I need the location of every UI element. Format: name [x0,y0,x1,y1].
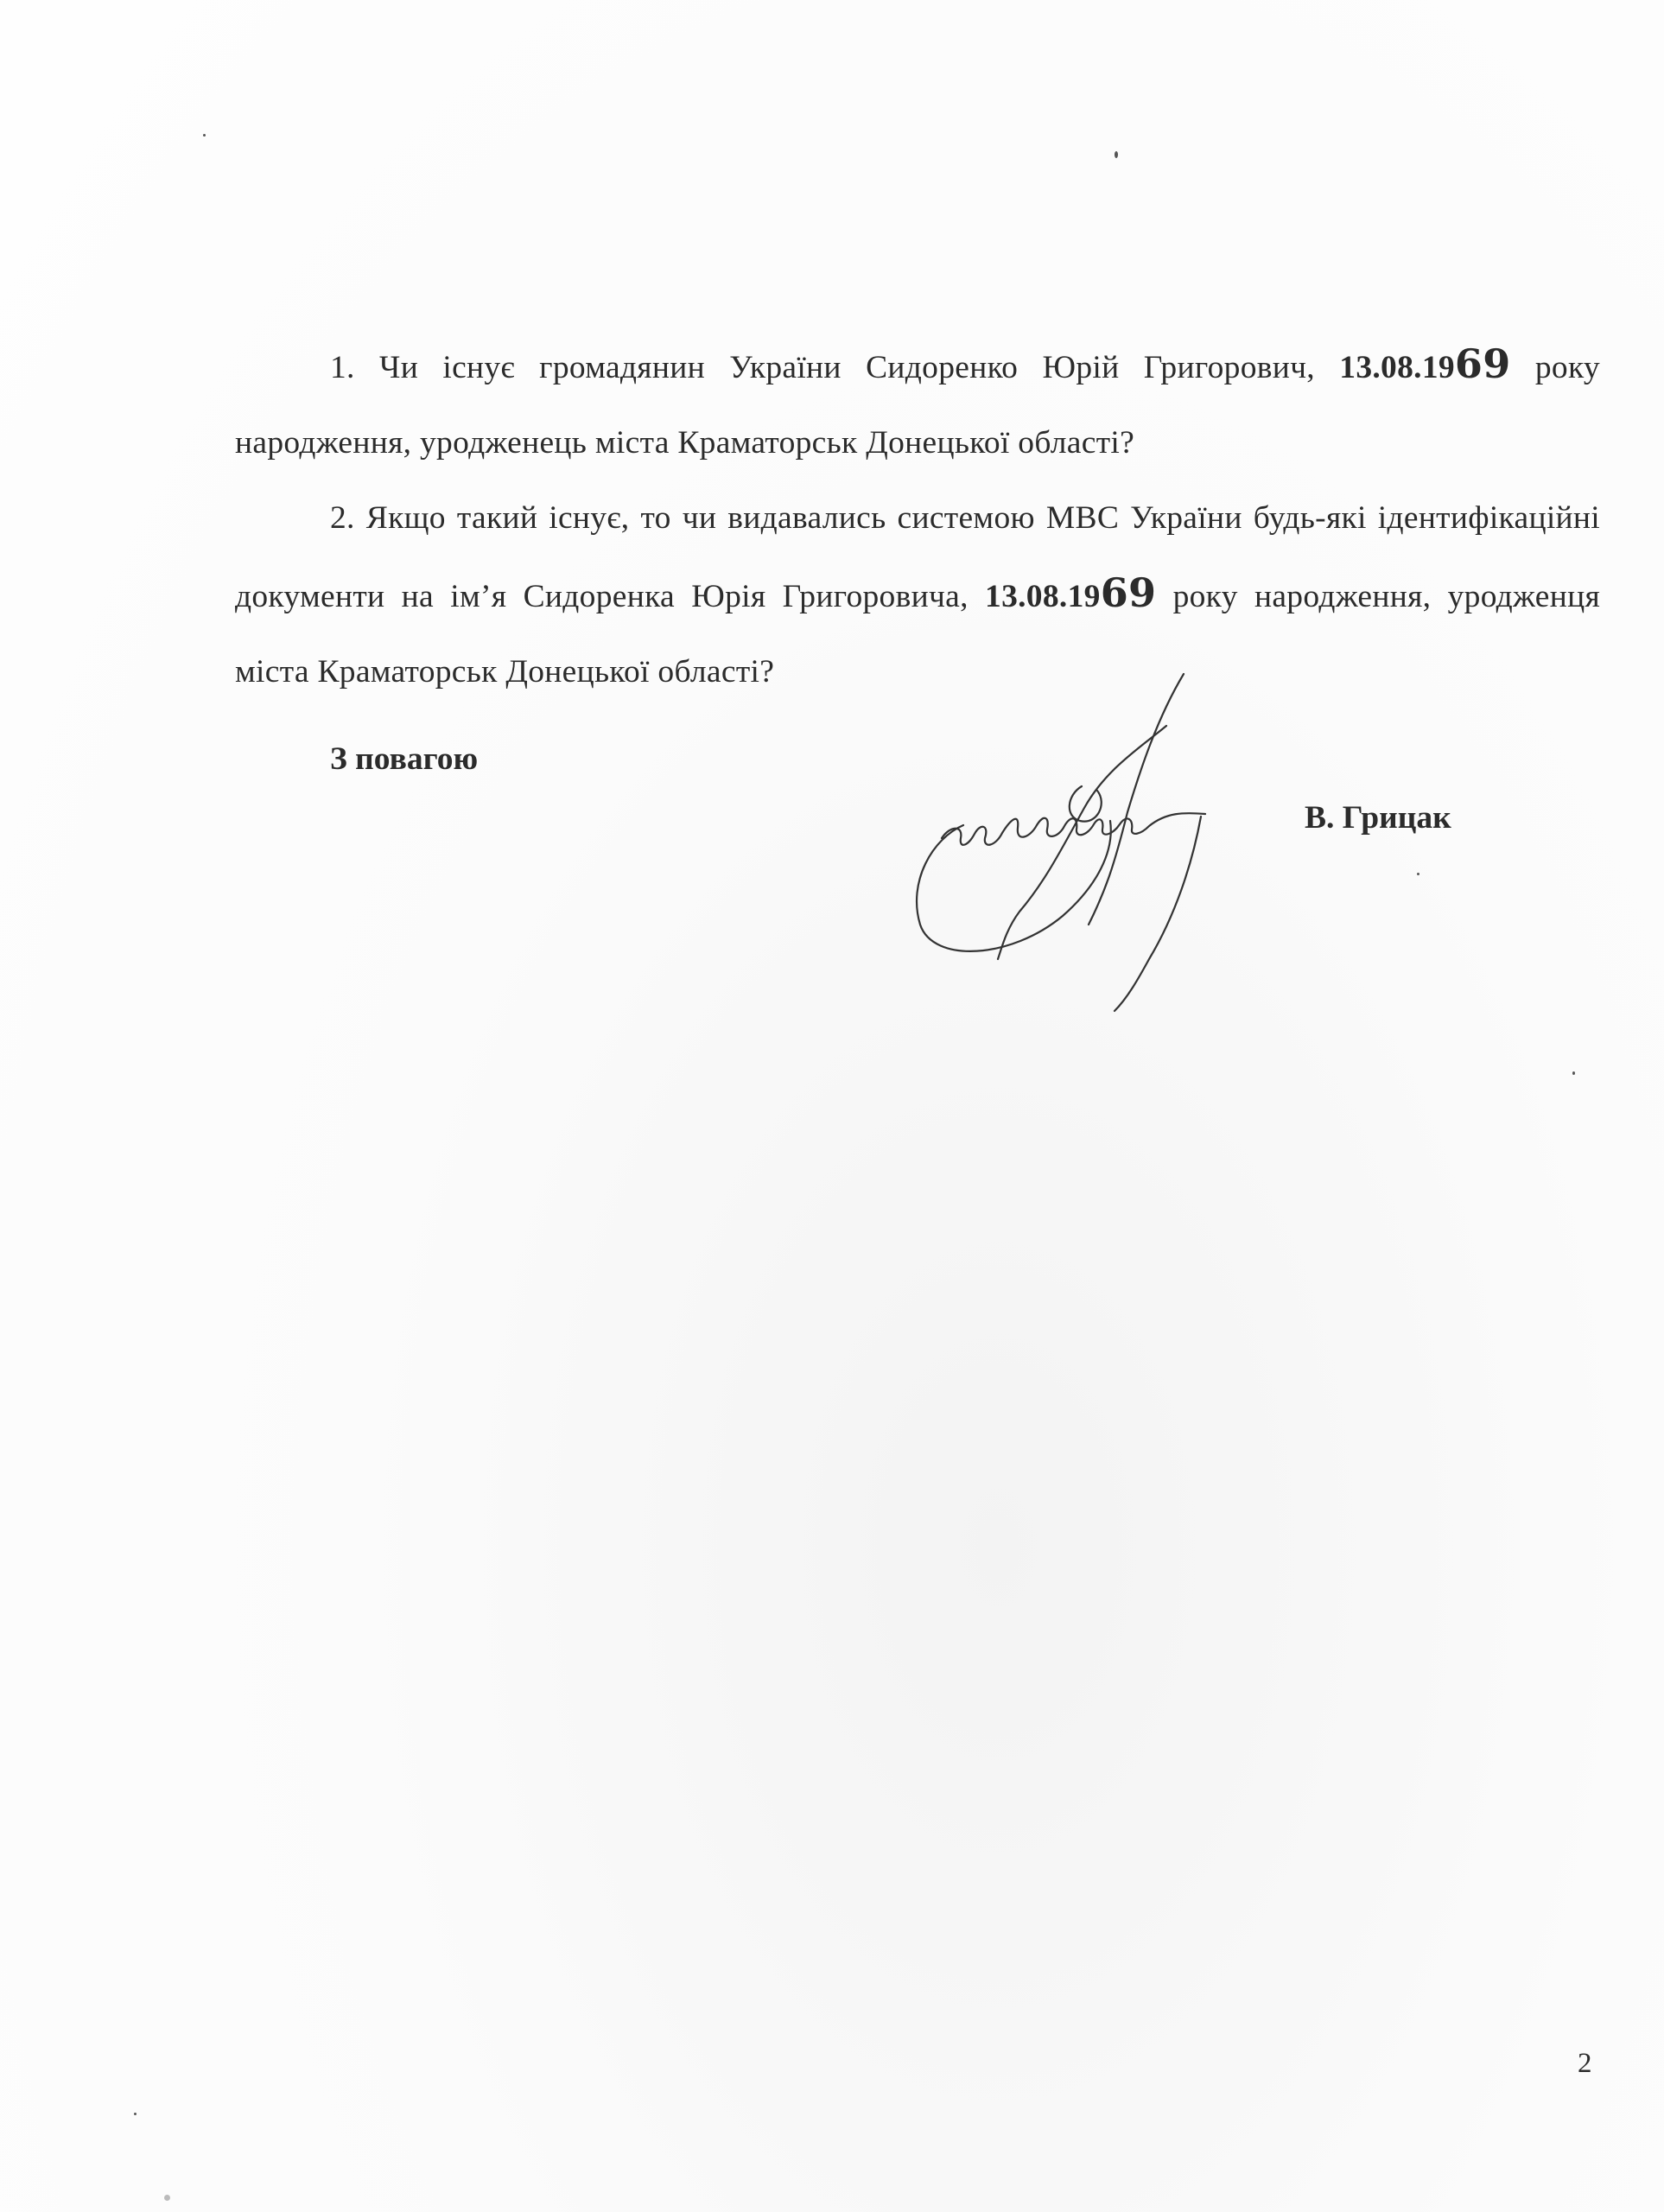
question-1-text: 1. Чи існує громадянин України Сидоренко Юрій Григорович, [330,350,1340,385]
question-2-text-end: року народження, уродженця міста Краматорськ Донецької області? [235,579,1600,690]
question-1-date-prefix: 13.08.19 [1339,350,1455,385]
scan-speck [203,134,206,137]
question-2-date-year: 69 [1100,569,1157,616]
scan-speck [1115,151,1118,158]
question-2-birth-date [985,569,1157,616]
question-1 [235,327,1600,480]
question-2-date-prefix: 13.08.19 [985,579,1101,614]
question-1-text-end: року народження, уродженець міста Краматорськ Донецької області? [235,350,1600,461]
question-1-birth-date [1339,340,1511,387]
question-1-date-year: 69 [1454,340,1511,387]
signer-name: В. Грицак [1305,800,1451,836]
document-body [235,327,1600,709]
question-2-text: 2. Якщо такий існує, то чи видавались системою МВС України будь-які ідентифікаційні документи на ім’я Сидоренка Юрія Григоровича, [235,500,1600,614]
scan-speck [1572,1071,1575,1075]
page-number: 2 [1578,2048,1592,2079]
handwritten-signature [881,665,1244,1020]
scan-speck [134,2113,137,2115]
scan-speck [1417,873,1419,875]
closing-phrase: З повагою [330,741,479,777]
scan-speck [164,2195,170,2201]
